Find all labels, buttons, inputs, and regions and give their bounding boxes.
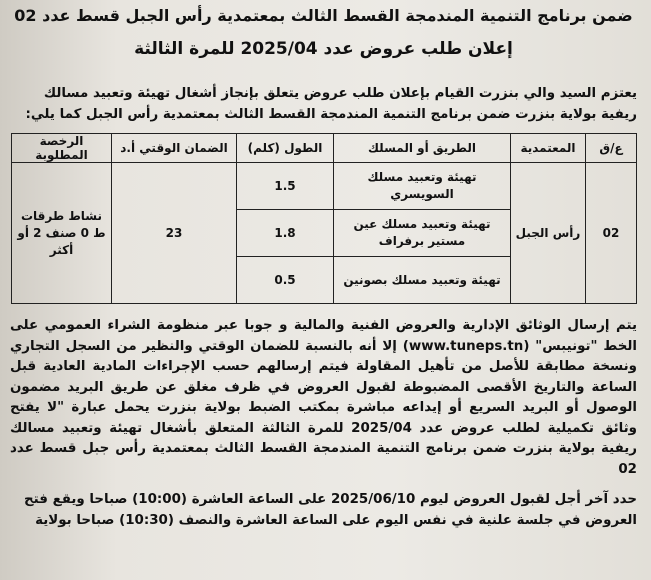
submission-paragraph: يتم إرسال الوثائق الإدارية والعروض الفنية والمالية و جوبا عبر منظومة الشراء العمومي على الخط "تونيبس" (www.tuneps.tn) إلا أنه بالنسبة للضمان الوقتي والنظير من السجل التجاري ونسخة مطابقة للأصل من تأهيل المقاولة فيتم إرسالهم حسب الإجراءات المادية العادية قبل الساعة والتاريخ الأقصى المضبوطة لقبول العروض في ظرف مغلق عن طريق البريد مضمون الوصول أو البريد السريع أو إيداعه مباشرة بمكتب الضبط بولاية بنزرت يحمل عبارة "لا يفتح وثائق تكميلية لطلب عروض عدد 2025/04 للمرة الثالثة المتعلق بأشغال تهيئة وتعبيد مسالك ريفية بولاية بنزرت ضمن برنامج التنمية المندمجة القسط الثالث بمعتمدية رأس جبل قسط عدد 02 (10, 318, 637, 477)
lots-table (11, 133, 637, 304)
lot-delegation: رأس الجبل (511, 163, 586, 304)
road-name: تهيئة وتعبيد مسلك بصونين (334, 257, 511, 304)
header-guarantee: الضمان الوقتي أ.د (112, 134, 237, 163)
header-length: الطول (كلم) (237, 134, 334, 163)
header-delegation: المعتمدية (511, 134, 586, 163)
road-length: 1.5 (237, 163, 334, 210)
header-road: الطريق أو المسلك (334, 134, 511, 163)
lot-guarantee: 23 (112, 163, 237, 304)
table-row (12, 163, 637, 210)
road-length: 0.5 (237, 257, 334, 304)
header-license: الرخصة المطلوبة (12, 134, 112, 163)
road-name: تهيئة وتعبيد مسلك السويسري (334, 163, 511, 210)
road-length: 1.8 (237, 210, 334, 257)
road-name: تهيئة وتعبيد مسلك عين مستير برفراف (334, 210, 511, 257)
header-program-line: ضمن برنامج التنمية المندمجة القسط الثالث بمعتمدية رأس الجبل قسط عدد 02 (14, 6, 633, 25)
lot-number: 02 (586, 163, 637, 304)
header-num: ع/ق (586, 134, 637, 163)
intro-paragraph: يعتزم السيد والي بنزرت القيام بإعلان طلب عروض يتعلق بإنجاز أشغال تهيئة وتعبيد مسالك ريفية بولاية بنزرت ضمن برنامج التنمية المندمجة القسط الثالث بمعتمدية رأس الجبل كما يلي: (25, 86, 637, 122)
lot-license: نشاط طرقات ط 0 صنف 2 أو أكثر (12, 163, 112, 304)
table-header-row (12, 134, 637, 163)
deadline-paragraph: حدد آخر أجل لقبول العروض ليوم 2025/06/10 على الساعة العاشرة (10:00) صباحا ويقع فتح العروض في جلسة علنية في نفس اليوم على الساعة العاشرة والنصف (10:30) صباحا بولاية (24, 492, 637, 528)
announcement-title: إعلان طلب عروض عدد 2025/04 للمرة الثالثة (134, 39, 513, 59)
